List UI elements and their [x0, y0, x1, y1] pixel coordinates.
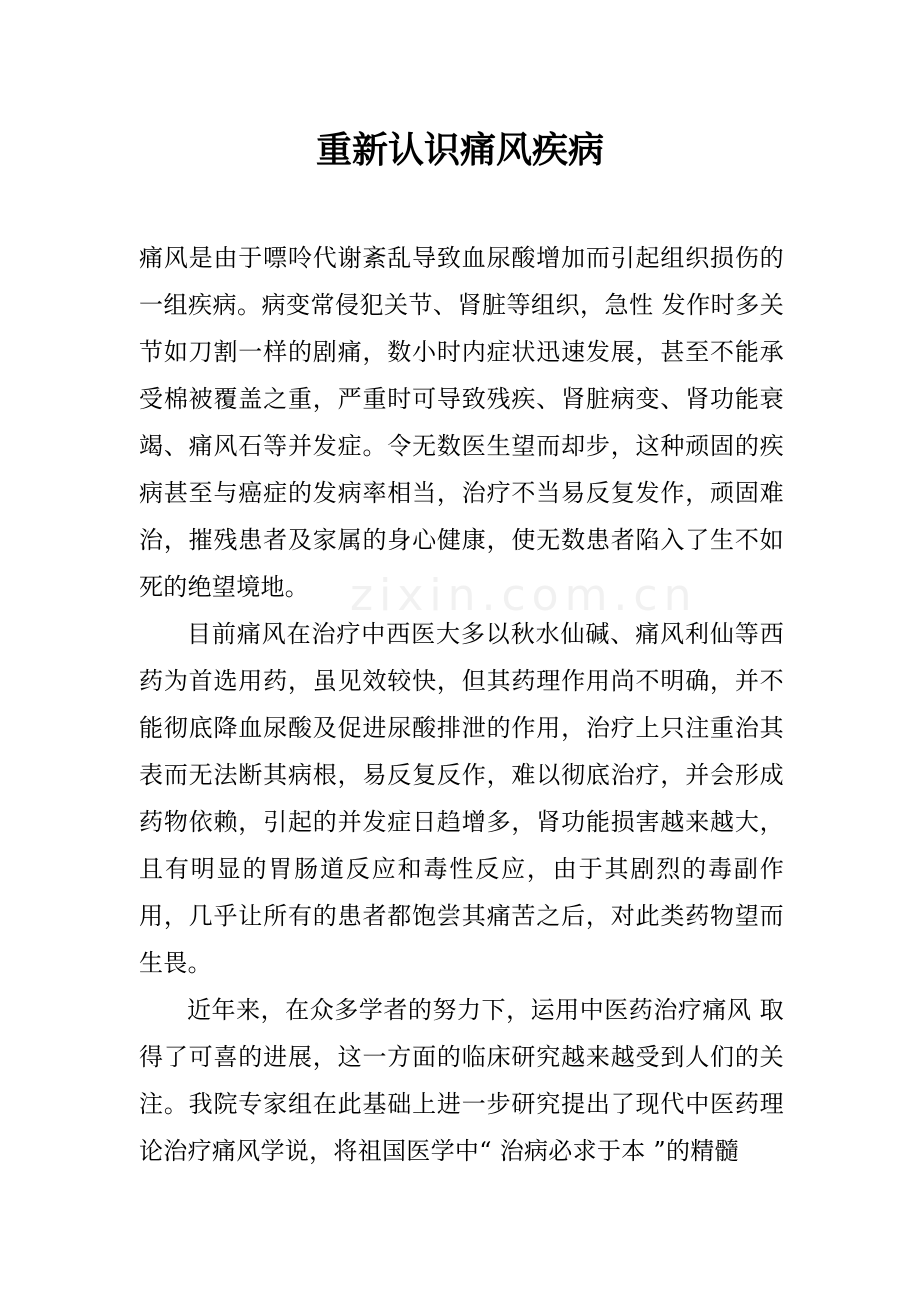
paragraph-3: 近年来，在众多学者的努力下，运用中医药治疗痛风 取得了可喜的进展，这一方面的临床研究越来越受到人们的关注。我院专家组在此基础上进一步研究提出了现代中医药理论治疗痛风学说，将祖国医学中“ 治病必求于本 ”的精髓 [139, 996, 784, 1165]
paragraph-1: 痛风是由于嘌呤代谢紊乱导致血尿酸增加而引起组织损伤的一组疾病。病变常侵犯关节、肾脏等组织，急性 发作时多关节如刀割一样的剧痛，数小时内症状迅速发展，甚至不能承受棉被覆盖之重，严重时可导致残疾、肾脏病变、肾功能衰竭、痛风石等并发症。令无数医生望而却步，这种顽固的疾病甚至与癌症的发病率相当，治疗不当易反复发作，顽固难治，摧残患者及家属的身心健康，使无数患者陷入了生不如死的绝望境地。 [139, 244, 784, 601]
document-title: 重新认识痛风疾病 [315, 129, 604, 171]
paragraph-2: 目前痛风在治疗中西医大多以秋水仙碱、痛风利仙等西药为首选用药，虽见效较快，但其药理作用尚不明确，并不能彻底降血尿酸及促进尿酸排泄的作用，治疗上只注重治其表而无法断其病根，易反复反作，难以彻底治疗，并会形成药物依赖，引起的并发症日趋增多，肾功能损害越来越大，且有明显的胃肠道反应和毒性反应，由于其剧烈的毒副作用，几乎让所有的患者都饱尝其痛苦之后，对此类药物望而生畏。 [139, 620, 784, 977]
document-body [139, 235, 784, 1175]
watermark: zixin.com.cn [350, 570, 698, 621]
